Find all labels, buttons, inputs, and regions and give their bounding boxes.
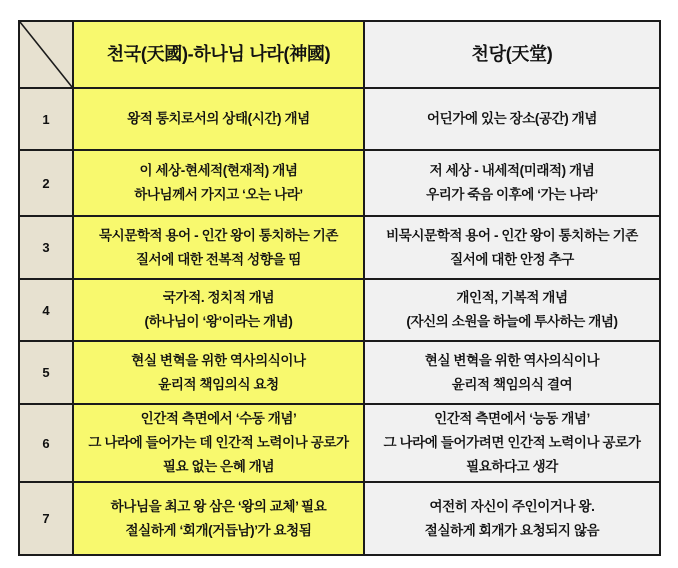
row-number-cell: [20, 151, 74, 217]
cell-line: 절실하게 회개가 요청되지 않음: [424, 522, 600, 538]
row-number-cell: [20, 89, 74, 151]
row-number-cell: [20, 217, 74, 280]
cell-line: 우리가 죽음 이후에 ‘가는 나라’: [426, 187, 598, 202]
row-number: 3: [42, 240, 50, 255]
header-cell-heaven: [365, 22, 659, 89]
row-number: 4: [42, 302, 50, 318]
kingdom-cell-row-7: [74, 483, 365, 554]
cell-line: 질서에 대한 전복적 성향을 띰: [135, 251, 302, 267]
corner-cell: [20, 22, 74, 89]
cell-line: 윤리적 책임의식 요청: [158, 376, 279, 392]
cell-line: 인간적 측면에서 ‘수동 개념’: [140, 411, 297, 426]
cell-line: 윤리적 책임의식 결여: [451, 376, 573, 392]
header-cell-kingdom-of-god: [74, 22, 365, 89]
row-number: 2: [42, 175, 50, 191]
heaven-cell-row-1: [365, 89, 659, 151]
cell-line: 이 세상-현세적(현재적) 개념: [139, 163, 298, 178]
cell-line: 개인적, 기복적 개념: [456, 290, 568, 305]
kingdom-cell-row-1: [74, 89, 365, 151]
kingdom-cell-row-3: [74, 217, 365, 280]
kingdom-cell-row-4: [74, 280, 365, 342]
header-title-heaven: 천당(天堂): [471, 43, 553, 64]
cell-line: 하나님을 최고 왕 삼은 ‘왕의 교체’ 필요: [110, 498, 327, 514]
cell-line: 그 나라에 들어가는 데 인간적 노력이나 공로가: [88, 435, 349, 450]
cell-line: 현실 변혁을 위한 역사의식이나: [131, 352, 306, 368]
kingdom-cell-row-2: [74, 151, 365, 217]
kingdom-cell-row-6: [74, 405, 365, 483]
cell-line: 여전히 자신이 주인이거나 왕.: [429, 498, 595, 514]
cell-line: (자신의 소원을 하늘에 투사하는 개념): [406, 314, 618, 329]
cell-line: 절실하게 ‘회개(거듭남)’가 요청됨: [125, 522, 312, 538]
row-number: 5: [42, 365, 50, 380]
cell-line: 비묵시문학적 용어 - 인간 왕이 통치하는 기존: [386, 227, 638, 243]
cell-line: 필요하다고 생각: [466, 459, 558, 474]
cell-line: 필요 없는 은혜 개념: [162, 459, 275, 474]
kingdom-cell-row-5: [74, 342, 365, 405]
heaven-cell-row-7: [365, 483, 659, 554]
heaven-cell-row-3: [365, 217, 659, 280]
heaven-cell-row-4: [365, 280, 659, 342]
heaven-cell-row-2: [365, 151, 659, 217]
header-title-kingdom-of-god: 천국(天國)-하나님 나라(神國): [106, 43, 331, 64]
row-number-cell: [20, 280, 74, 342]
cell-line: 묵시문학적 용어 - 인간 왕이 통치하는 기존: [98, 227, 339, 243]
row-number-cell: [20, 405, 74, 483]
cell-line: (하나님이 ‘왕’이라는 개념): [144, 314, 293, 329]
cell-line: 인간적 측면에서 ‘능동 개념’: [434, 411, 590, 426]
diagonal-line-icon: [20, 22, 72, 87]
row-number: 7: [42, 511, 50, 526]
cell-line: 그 나라에 들어가려면 인간적 노력이나 공로가: [383, 435, 641, 450]
row-number: 6: [42, 435, 50, 451]
cell-line: 현실 변혁을 위한 역사의식이나: [424, 352, 600, 368]
comparison-table: [18, 20, 661, 556]
cell-line: 어딘가에 있는 장소(공간) 개념: [427, 111, 597, 126]
row-number-cell: [20, 342, 74, 405]
row-number: 1: [42, 111, 50, 127]
cell-line: 질서에 대한 안정 추구: [450, 251, 574, 267]
cell-line: 국가적. 정치적 개념: [162, 290, 275, 305]
heaven-cell-row-5: [365, 342, 659, 405]
cell-line: 저 세상 - 내세적(미래적) 개념: [429, 163, 595, 178]
cell-line: 하나님께서 가지고 ‘오는 나라’: [134, 187, 303, 202]
cell-line: 왕적 통치로서의 상태(시간) 개념: [127, 111, 310, 126]
heaven-cell-row-6: [365, 405, 659, 483]
row-number-cell: [20, 483, 74, 554]
